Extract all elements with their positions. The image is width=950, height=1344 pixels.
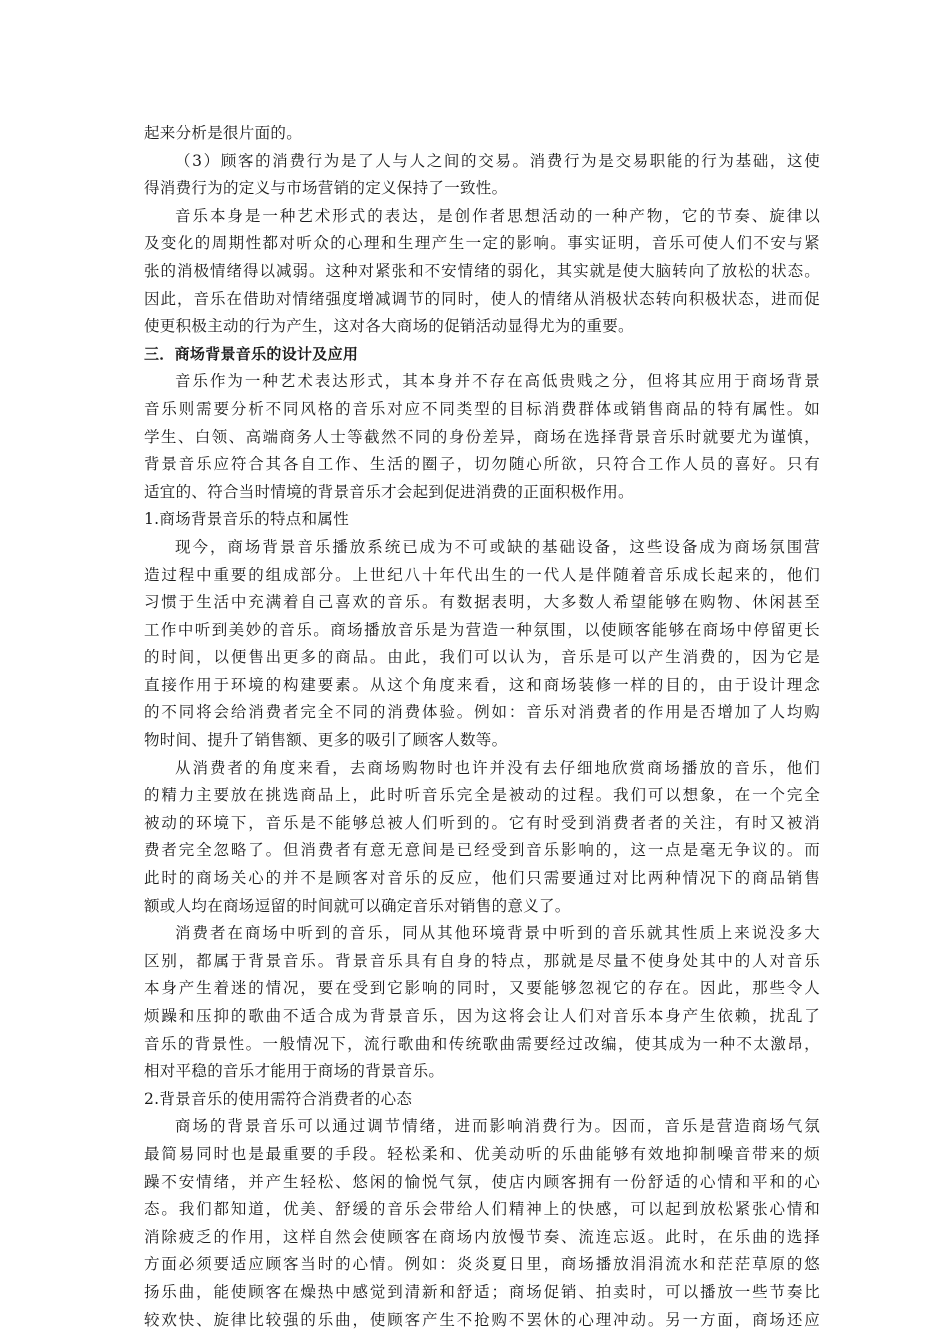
text-line: 的不同将会给消费者完全不同的消费体验。例如：音乐对消费者的作用是否增加了人均购 [144,703,820,722]
text-line: 烦躁和压抑的歌曲不适合成为背景音乐，因为这将会让人们对音乐本身产生依赖，扰乱了 [144,1007,820,1025]
text-line: 此时的商场关心的并不是顾客对音乐的反应，他们只需要通过对比两种情况下的商品销售 [144,869,820,888]
paragraph-music-art [144,203,820,341]
section-heading [144,341,820,369]
text-line: 起来分析是很片面的。 [144,124,303,142]
text-line: 及变化的周期性都对听众的心理和生理产生一定的影响。事实证明，音乐可使人们不安与紧 [144,234,820,253]
paragraph-background-nature [144,920,820,1086]
text-line: 音乐本身是一种艺术形式的表达，是创作者思想活动的一种产物，它的节奏、旋律以 [175,206,820,225]
text-line: 使更积极主动的行为产生，这对各大商场的促销活动显得尤为的重要。 [144,317,634,336]
text-line: 音乐的背景性。一般情况下，流行歌曲和传统歌曲需要经过改编，使其成为一种不太激昂， [144,1034,820,1053]
text-line: 本身产生着迷的情况，要在受到它影响的同时，又要能够忽视它的存在。因此，那些令人 [144,979,820,998]
text-line: 造过程中重要的组成部分。上世纪八十年代出生的一代人是伴随着音乐成长起来的，他们 [144,565,820,584]
text-line: 方面必须要适应顾客当时的心情。例如：炎炎夏日里，商场播放涓涓流水和茫茫草原的悠 [144,1255,820,1274]
paragraph-consumer-view [144,755,820,921]
subsection-title: 1.商场背景音乐的特点和属性 [144,510,349,529]
text-line: 区别，都属于背景音乐。背景音乐具有自身的特点，那就是尽量不使身处其中的人对音乐 [144,951,820,970]
text-line: 较欢快、旋律比较强的乐曲，使顾客产生不抢购不罢休的心理冲动。另一方面，商场还应 [144,1310,820,1329]
text-line: 背景音乐应符合其各自工作、生活的圈子，切勿随心所欲，只符合工作人员的喜好。只有 [144,455,820,474]
text-line: 的精力主要放在挑选商品上，此时听音乐完全是被动的过程。我们可以想象，在一个完全 [144,786,820,805]
text-line: 因此，音乐在借助对情绪强度增减调节的同时，使人的情绪从消极状态转向积极状态，进而促 [144,289,820,308]
text-line: 音乐作为一种艺术表达形式，其本身并不存在高低贵贱之分，但将其应用于商场背景 [175,372,820,391]
text-line: 消费者在商场中听到的音乐，同从其他环境背景中听到的音乐就其性质上来说没多大 [175,924,820,943]
paragraph-art-expression [144,368,820,506]
subheading-2 [144,1086,820,1114]
paragraph-consumer-behavior [144,148,820,203]
text-line: 音乐则需要分析不同风格的音乐对应不同类型的目标消费群体或销售商品的特有属性。如 [144,399,820,418]
text-line: 得消费行为的定义与市场营销的定义保持了一致性。 [144,179,508,198]
text-line: 躁不安情绪，并产生轻松、悠闲的愉悦气氛，使店内顾客拥有一份舒适的心情和平和的心 [144,1172,820,1191]
paragraph-intro-tail [144,120,820,148]
document-page [144,120,820,1334]
text-line: 消除疲乏的作用，这样自然会使顾客在商场内放慢节奏、流连忘返。此时，在乐曲的选择 [144,1227,820,1246]
subheading-1 [144,506,820,534]
text-line: 费者完全忽略了。但消费者有意无意间是已经受到音乐影响的，这一点是毫无争议的。而 [144,841,820,860]
text-line: 商场的背景音乐可以通过调节情绪，进而影响消费行为。因而，音乐是营造商场气氛 [175,1117,820,1136]
text-line: 学生、白领、高端商务人士等截然不同的身份差异，商场在选择背景音乐时就要尤为谨慎， [144,427,820,446]
text-line: 被动的环境下，音乐是不能够总被人们听到的。它有时受到消费者者的关注，有时又被消 [144,813,820,832]
section-title: 三．商场背景音乐的设计及应用 [144,344,359,363]
text-line: 现今，商场背景音乐播放系统已成为不可或缺的基础设备，这些设备成为商场氛围营 [175,537,820,556]
subsection-title: 2.背景音乐的使用需符合消费者的心态 [144,1089,413,1108]
text-line: 的时间，以便售出更多的商品。由此，我们可以认为，音乐是可以产生消费的，因为它是 [144,648,820,667]
text-line: （3）顾客的消费行为是了人与人之间的交易。消费行为是交易职能的行为基础，这使 [175,151,820,170]
text-line: 从消费者的角度来看，去商场购物时也许并没有去仔细地欣赏商场播放的音乐，他们 [175,758,820,777]
text-line: 习惯于生活中充满着自己喜欢的音乐。有数据表明，大多数人希望能够在购物、休闲甚至 [144,593,820,612]
paragraph-bgm-system [144,534,820,755]
text-line: 直接作用于环境的构建要素。从这个角度来看，这和商场装修一样的目的，由于设计理念 [144,675,820,694]
text-line: 额或人均在商场逗留的时间就可以确定音乐对销售的意义了。 [144,896,571,915]
text-line: 张的消极情绪得以减弱。这种对紧张和不安情绪的弱化，其实就是使大脑转向了放松的状态。 [144,261,820,280]
paragraph-mood [144,1113,820,1334]
text-line: 工作中听到美妙的音乐。商场播放音乐是为营造一种氛围，以使顾客能够在商场中停留更长 [144,620,820,639]
text-line: 最简易同时也是最重要的手段。轻松柔和、优美动听的乐曲能够有效地抑制噪音带来的烦 [144,1144,820,1163]
text-line: 物时间、提升了销售额、更多的吸引了顾客人数等。 [144,731,508,750]
text-line: 相对平稳的音乐才能用于商场的背景音乐。 [144,1062,445,1081]
text-line: 扬乐曲，能使顾客在燥热中感觉到清新和舒适；商场促销、拍卖时，可以播放一些节奏比 [144,1282,820,1301]
text-line: 适宜的、符合当时情境的背景音乐才会起到促进消费的正面积极作用。 [144,482,634,501]
text-line: 态。我们都知道，优美、舒缓的音乐会带给人们精神上的快感，可以起到放松紧张心情和 [144,1200,820,1219]
